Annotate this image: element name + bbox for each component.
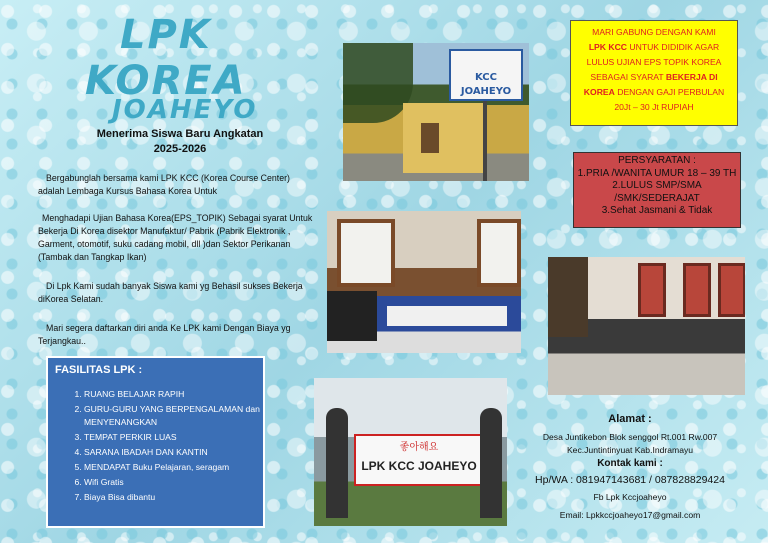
promo-korea: KOREA	[583, 87, 615, 97]
monitor	[327, 291, 377, 341]
title-lpk: LPK	[120, 12, 212, 58]
facilities-heading: FASILITAS LPK :	[55, 364, 143, 376]
promo-bekerja: BEKERJA DI	[665, 72, 718, 82]
photo-computer-lab	[548, 257, 745, 395]
promo-box	[570, 20, 738, 126]
address-line1: Desa Juntikebon Blok senggol Rt.001 Rw.007	[542, 432, 718, 442]
address-line2: Kec.Juntintinyuat Kab.Indramayu	[566, 445, 694, 455]
subtitle-line1: Menerima Siswa Baru Angkatan	[96, 128, 264, 140]
desk-papers	[387, 306, 507, 326]
promo-line4	[574, 70, 734, 85]
intro-paragraph-1: Bergabunglah bersama kami LPK KCC (Korea Course Center) adalah Lembaga Kursus Bahasa Korea Untuk	[38, 173, 290, 196]
requirements-box	[573, 152, 741, 228]
requirement-item: 2.LULUS SMP/SMA /SMK/SEDERAJAT	[612, 180, 702, 204]
phone-number: Hp/WA : 081947143681 / 087828829424	[535, 474, 725, 486]
requirement-item: 1.PRIA /WANITA UMUR 18 – 39 TH	[577, 167, 737, 179]
photo-building	[343, 43, 529, 181]
window-right	[477, 219, 521, 287]
promo-line5	[574, 85, 734, 100]
subtitle	[90, 127, 270, 157]
house-wall	[403, 103, 483, 173]
promo-line4-text: SEBAGAI SYARAT	[590, 72, 666, 82]
title-korea: KOREA	[85, 58, 247, 104]
contact-heading: Kontak kami :	[597, 458, 663, 469]
door-lab	[548, 257, 588, 337]
facility-item: 3. TEMPAT PERKIR LUAS	[84, 431, 263, 444]
facility-item: 1. RUANG BELAJAR RAPIH	[84, 388, 263, 401]
facilities-list	[48, 388, 263, 504]
window-lab-2	[683, 263, 711, 317]
window-lab-1	[638, 263, 666, 317]
window-left	[337, 219, 395, 287]
facebook-account: Fb Lpk Kccjoaheyo	[593, 492, 667, 502]
promo-line6: 20Jt – 30 Jt RUPIAH	[614, 102, 694, 112]
promo-line2	[574, 40, 734, 55]
promo-line2-text: UNTUK DIDIDIK AGAR	[627, 42, 720, 52]
window-lab-3	[718, 263, 745, 317]
banner-korean: 좋아해요	[399, 442, 439, 453]
group-banner	[354, 434, 484, 486]
intro-paragraph-2: Menghadapi Ujian Bahasa Korea(EPS_TOPIK) Sebagai syarat Untuk Bekerja Di Korea disektor Manufaktur/ Pabrik (Pabrik Elektronik , Garment, otomotif, suku cadang mobil, dll )dan Sektor Perikanan (Tambak dan Tangkap Ikan)	[38, 213, 313, 262]
title-joaheyo: JOAHEYO	[112, 95, 258, 125]
requirements-heading: PERSYARATAN :	[618, 155, 696, 166]
email-address: Email: Lpkkccjoaheyo17@gmail.com	[559, 510, 701, 520]
promo-line5-text: DENGAN GAJI PERBULAN	[614, 87, 725, 97]
sign-pole	[483, 101, 487, 181]
facility-item: 6. Wifi Gratis	[84, 476, 263, 489]
address-heading: Alamat :	[608, 413, 652, 425]
contact-block	[520, 413, 740, 522]
promo-lpk-kcc: LPK KCC	[588, 42, 628, 52]
facility-item: 4. SARANA IBADAH DAN KANTIN	[84, 446, 263, 459]
promo-line3: LULUS UJIAN EPS TOPIK KOREA	[586, 57, 722, 67]
house-door	[421, 123, 439, 153]
photo-group-banner	[314, 378, 507, 526]
intro-paragraph-3: Di Lpk Kami sudah banyak Siswa kami yg Behasil sukses Bekerja diKorea Selatan.	[38, 281, 303, 304]
facility-item: 5. MENDAPAT Buku Pelajaran, seragam	[84, 461, 263, 474]
subtitle-line2: 2025-2026	[153, 143, 207, 155]
facilities-box	[46, 356, 265, 528]
facility-item: 2. GURU-GURU YANG BERPENGALAMAN dan MENYENANGKAN	[84, 403, 263, 429]
person	[326, 408, 348, 518]
requirement-item: 3.Sehat Jasmani & Tidak	[601, 205, 713, 216]
promo-line1: MARI GABUNG DENGAN KAMI	[592, 27, 716, 37]
lpk-signboard: KCC JOAHEYO	[449, 49, 523, 101]
photo-classroom	[327, 211, 521, 353]
intro-paragraph-4: Mari segera daftarkan diri anda Ke LPK kami Dengan Biaya yg Terjangkau..	[38, 323, 291, 346]
person	[480, 408, 502, 518]
banner-text: LPK KCC JOAHEYO	[361, 459, 477, 473]
facility-item: 7. Biaya Bisa dibantu	[84, 491, 263, 504]
